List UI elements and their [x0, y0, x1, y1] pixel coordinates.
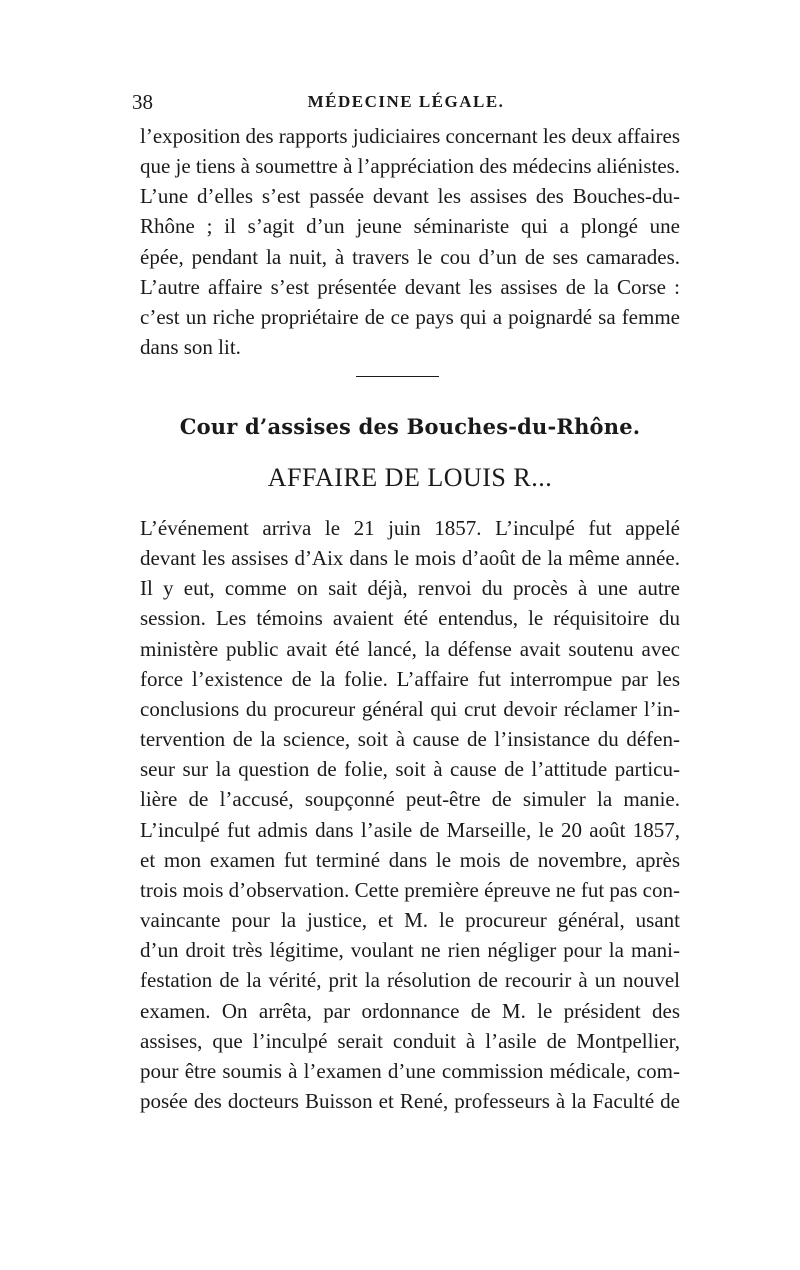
text-line: seur sur la question de folie, soit à cause de l’attitude particu- — [140, 757, 680, 782]
text-line: ministère public avait été lancé, la défense avait soutenu avec — [140, 636, 680, 661]
text-line: trois mois d’observation. Cette première épreuve ne fut pas con- — [140, 877, 680, 902]
text-line: L’inculpé fut admis dans l’asile de Marseille, le 20 août 1857, — [140, 817, 680, 842]
text-line: dans son lit. — [140, 335, 241, 360]
text-line: épée, pendant la nuit, à travers le cou d’un de ses camarades. — [140, 244, 680, 269]
text-line: posée des docteurs Buisson et René, professeurs à la Faculté de — [140, 1088, 680, 1113]
text-line: L’événement arriva le 21 juin 1857. L’inculpé fut appelé — [140, 516, 680, 540]
text-line: d’un droit très légitime, voulant ne rien négliger pour la mani- — [140, 938, 680, 963]
running-head: MÉDECINE LÉGALE. — [307, 92, 505, 111]
text-line: Rhône ; il s’agit d’un jeune séminariste qui a plongé une — [140, 214, 680, 239]
text-line: devant les assises d’Aix dans le mois d’août de la même année. — [140, 546, 680, 571]
page-number: 38 — [132, 90, 153, 114]
text-line: l’exposition des rapports judiciaires concernant les deux affaires — [140, 124, 680, 148]
text-line: c’est un riche propriétaire de ce pays qui a poignardé sa femme — [140, 304, 680, 329]
body-paragraph — [140, 513, 680, 1116]
text-line: conclusions du procureur général qui crut devoir réclamer l’in- — [140, 696, 680, 721]
text-line: examen. On arrêta, par ordonnance de M. le président des — [140, 998, 680, 1023]
affair-title: AFFAIRE DE LOUIS R... — [267, 463, 553, 492]
intro-paragraph — [140, 121, 680, 362]
text-line: L’autre affaire s’est présentée devant les assises de la Corse : — [140, 274, 680, 299]
text-line: et mon examen fut terminé dans le mois de novembre, après — [140, 847, 680, 872]
page-header — [132, 90, 680, 120]
text-line: tervention de la science, soit à cause de l’insistance du défen- — [140, 727, 680, 752]
text-line: festation de la vérité, prit la résolution de recourir à un nouvel — [140, 968, 680, 993]
court-heading: Cour d’assises des Bouches-du-Rhône. — [179, 414, 641, 439]
text-line: force l’existence de la folie. L’affaire fut interrompue par les — [140, 666, 680, 691]
section-divider — [356, 376, 439, 377]
text-line: Il y eut, comme on sait déjà, renvoi du procès à une autre — [140, 576, 680, 601]
text-line: assises, que l’inculpé serait conduit à l’asile de Montpellier, — [140, 1028, 680, 1053]
text-line: L’une d’elles s’est passée devant les assises des Bouches-du- — [140, 184, 680, 209]
text-line: pour être soumis à l’examen d’une commission médicale, com- — [140, 1058, 680, 1083]
text-line: lière de l’accusé, soupçonné peut-être de simuler la manie. — [140, 787, 680, 812]
text-line: que je tiens à soumettre à l’appréciation des médecins aliénistes. — [140, 154, 680, 179]
text-line: vaincante pour la justice, et M. le procureur général, usant — [140, 908, 680, 933]
text-line: session. Les témoins avaient été entendus, le réquisitoire du — [140, 606, 680, 631]
